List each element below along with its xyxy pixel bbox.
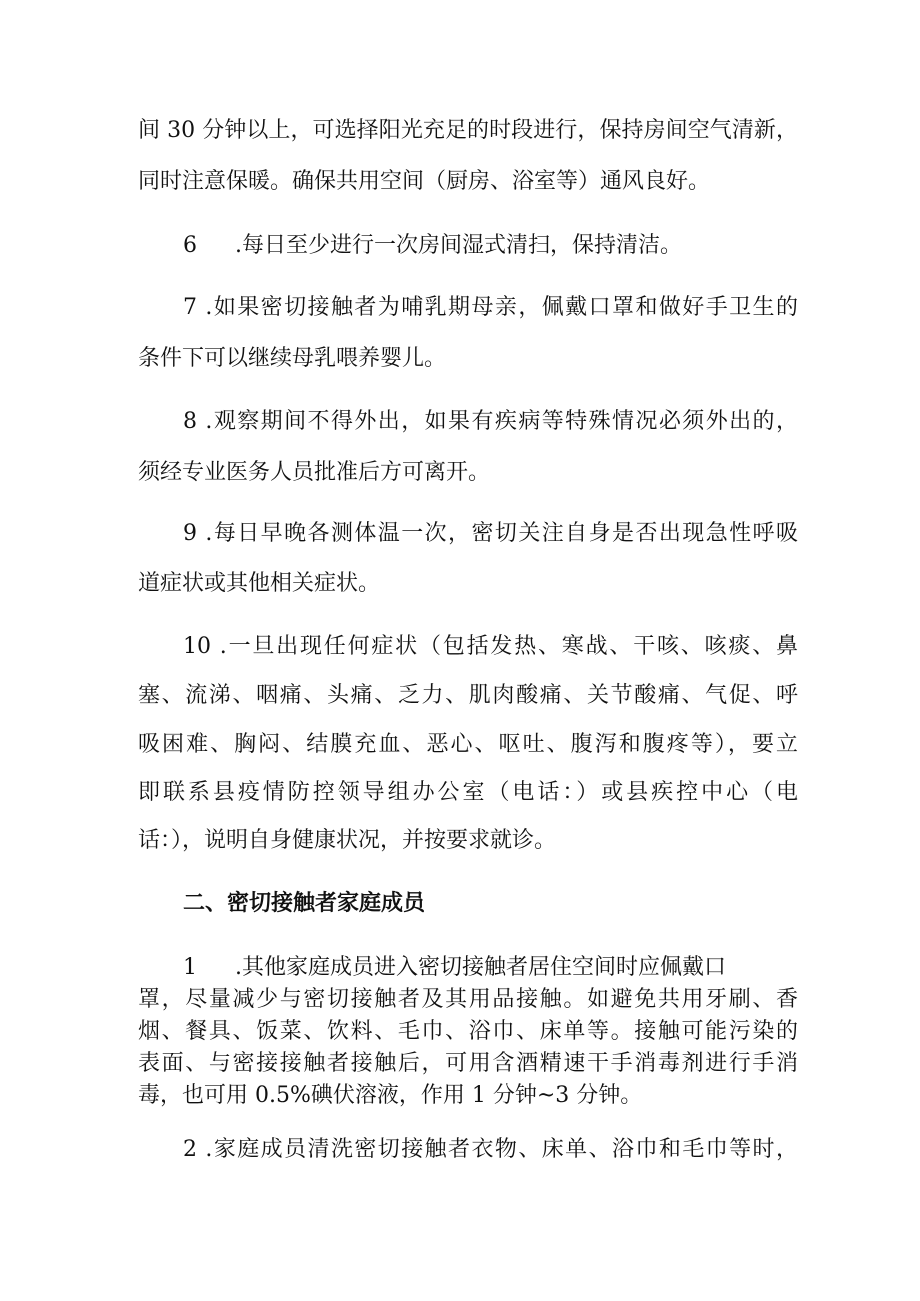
list-item-6 — [183, 232, 798, 260]
section-heading: 二、密切接触者家庭成员 — [183, 890, 426, 916]
list-item-8: 8 .观察期间不得外出，如果有疾病等特殊情况必须外出的， — [183, 409, 798, 434]
paragraph-line: 间 30 分钟以上，可选择阳光充足的时段进行，保持房间空气清新， — [138, 118, 798, 143]
paragraph-line: 道症状或其他相关症状。 — [138, 571, 381, 596]
list-item-9: 9 .每日早晚各测体温一次，密切关注自身是否出现急性呼吸 — [183, 521, 798, 546]
list-item-7: 7 .如果密切接触者为哺乳期母亲，佩戴口罩和做好手卫生的 — [183, 295, 798, 320]
list-number: 1 — [183, 955, 197, 980]
paragraph-line: 须经专业医务人员批准后方可离开。 — [138, 460, 491, 485]
paragraph-line: 毒，也可用 0.5%碘伏溶液，作用 1 分钟~3 分钟。 — [138, 1083, 643, 1108]
list-item-10: 10 .一旦出现任何症状（包括发热、寒战、干咳、咳痰、鼻 — [183, 634, 798, 659]
list-item-1 — [183, 954, 798, 982]
paragraph-line: 话：），说明自身健康状况，并按要求就诊。 — [138, 828, 557, 853]
list-number: 6 — [183, 233, 197, 258]
paragraph-line: 即联系县疫情防控领导组办公室（电话：）或县疾控中心（电 — [138, 780, 798, 805]
paragraph-line: 罩，尽量减少与密切接触者及其用品接触。如避免共用牙刷、香 — [138, 987, 798, 1012]
list-item-text: .每日至少进行一次房间湿式清扫，保持清洁。 — [235, 233, 682, 258]
paragraph-line: 表面、与密接接触者接触后，可用含酒精速干手消毒剂进行手消 — [138, 1051, 798, 1076]
paragraph-line: 吸困难、胸闷、结膜充血、恶心、呕吐、腹泻和腹疼等），要立 — [138, 732, 798, 757]
list-item-text: .其他家庭成员进入密切接触者居住空间时应佩戴口 — [235, 955, 726, 980]
paragraph-line: 烟、餐具、饭菜、饮料、毛巾、浴巾、床单等。接触可能污染的 — [138, 1019, 798, 1044]
paragraph-line: 条件下可以继续母乳喂养婴儿。 — [138, 346, 447, 371]
paragraph-line: 同时注意保暖。确保共用空间（厨房、浴室等）通风良好。 — [138, 169, 711, 194]
paragraph-line: 塞、流涕、咽痛、头痛、乏力、肌肉酸痛、关节酸痛、气促、呼 — [138, 683, 798, 708]
list-item-2: 2 .家庭成员清洗密切接触者衣物、床单、浴巾和毛巾等时， — [183, 1137, 798, 1162]
